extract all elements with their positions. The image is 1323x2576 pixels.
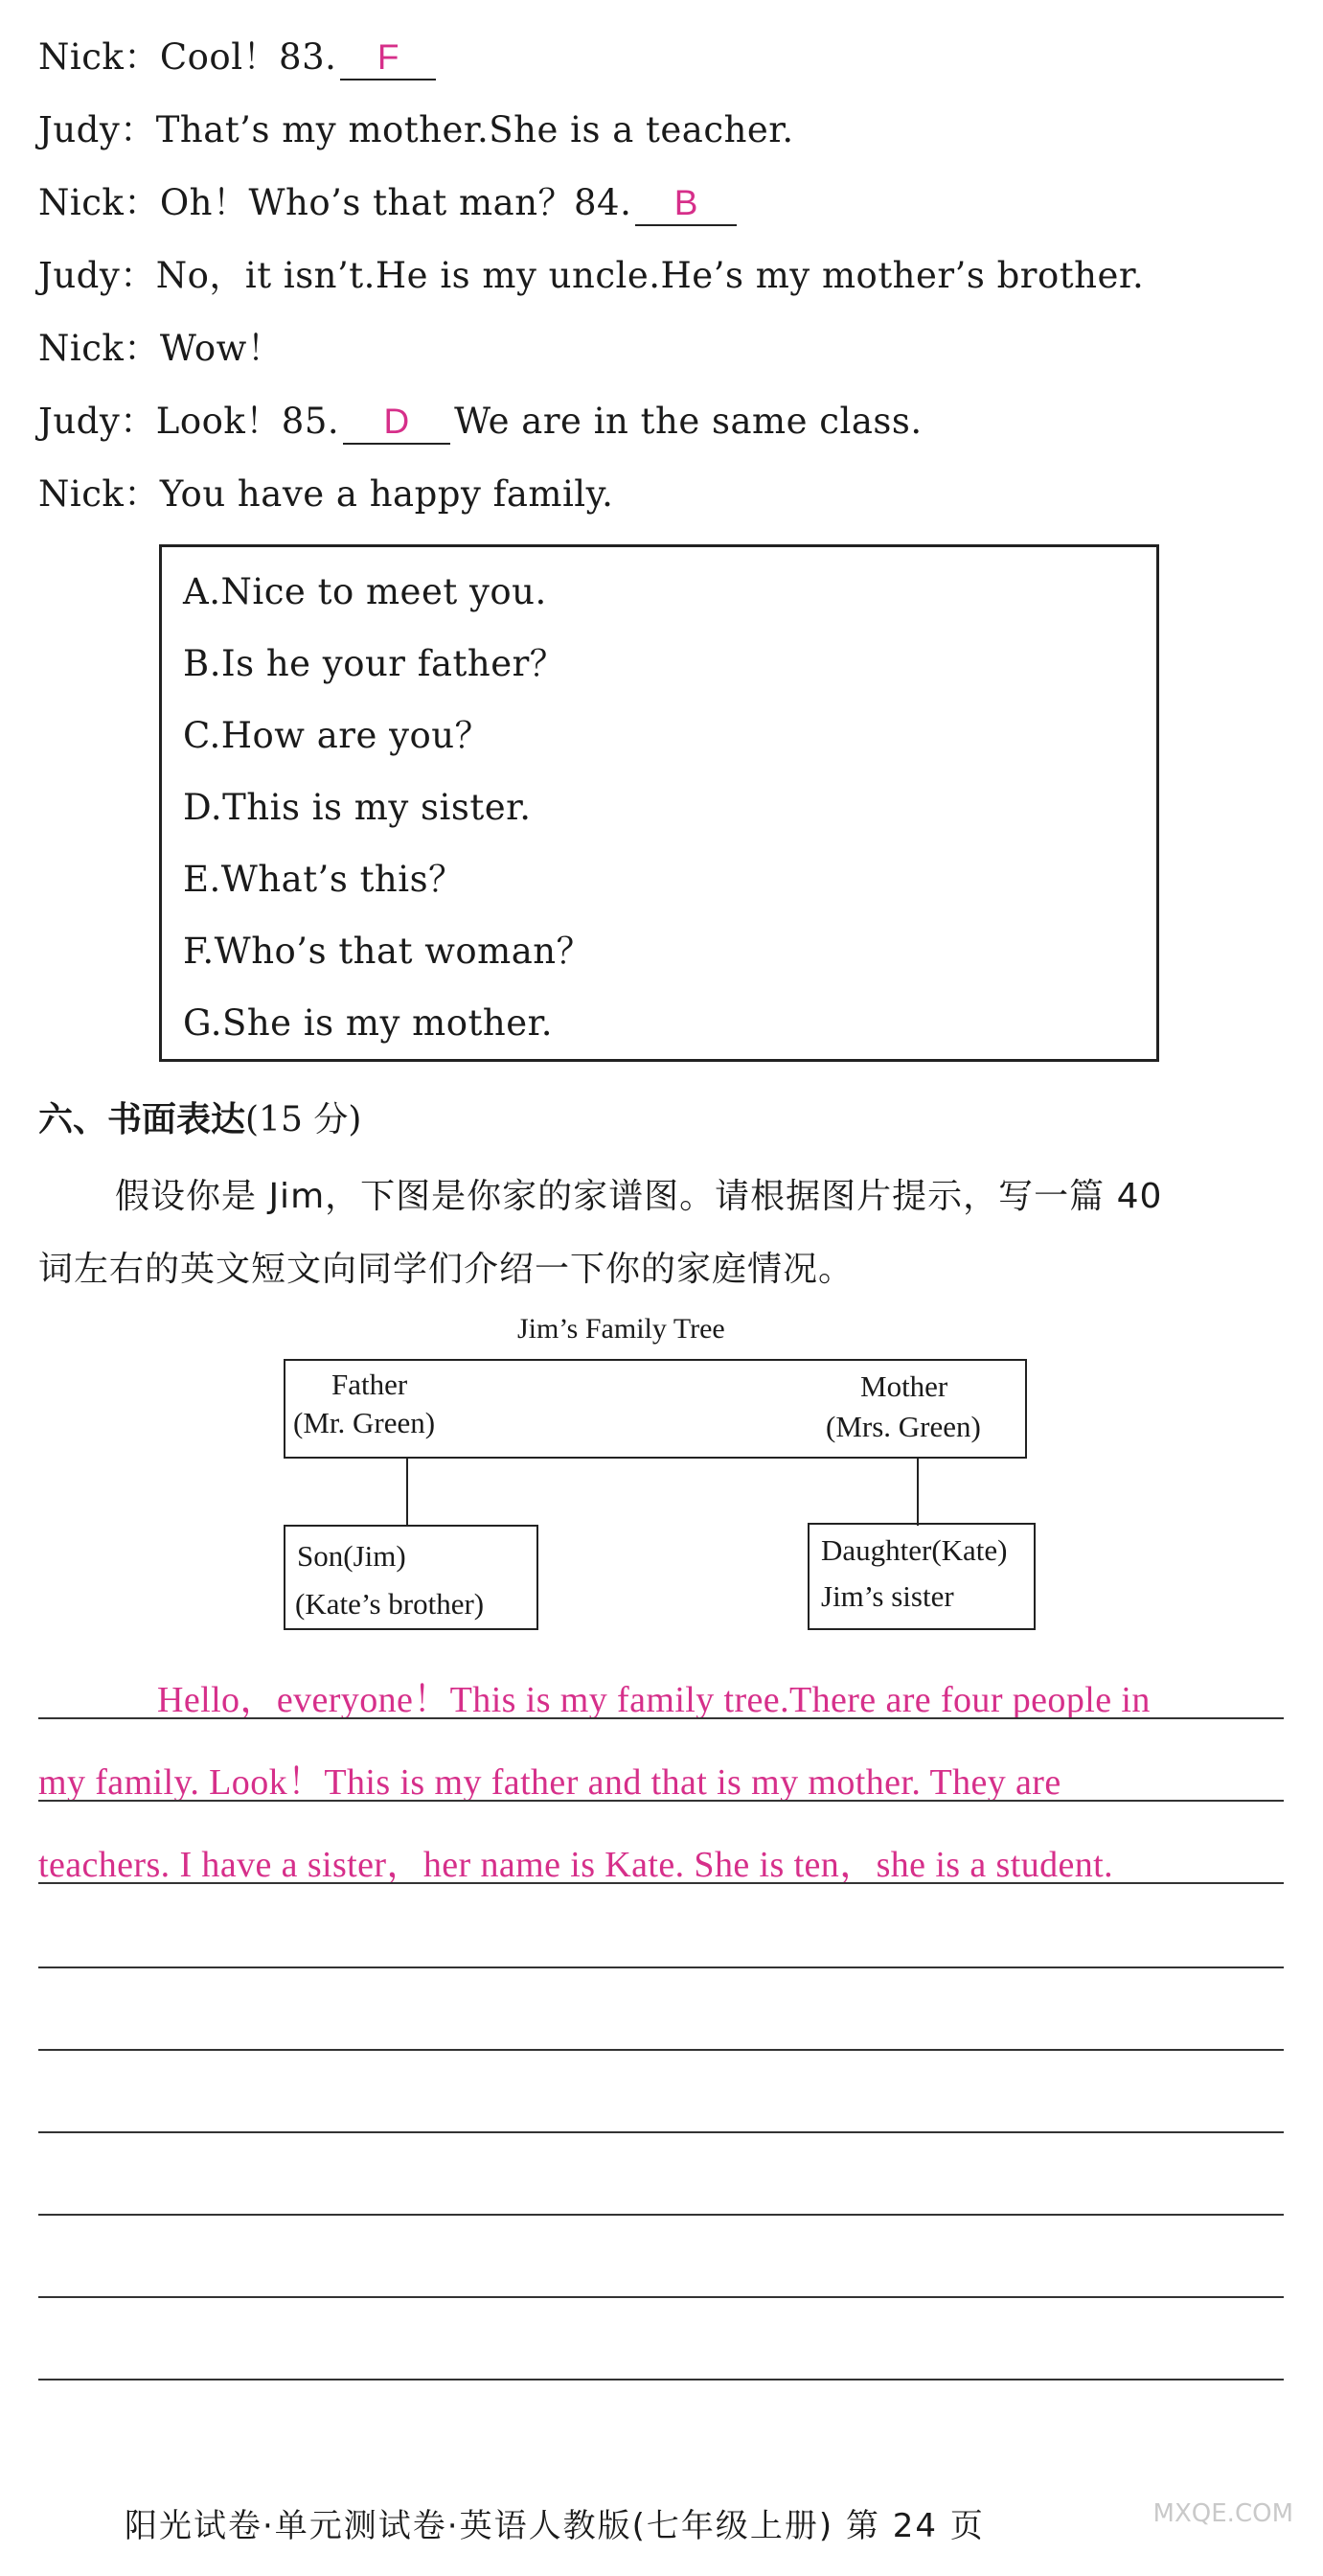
son-note: (Kate’s brother) xyxy=(295,1587,485,1621)
son-box xyxy=(284,1525,538,1630)
father-name: (Mr. Green) xyxy=(293,1406,436,1439)
watermark: MXQE.COM xyxy=(1152,2499,1293,2528)
page-footer: 阳光试卷·单元测试卷·英语人教版(七年级上册) 第 24 页 xyxy=(125,2507,985,2545)
essay-line-3: teachers. I have a sister，her name is Kate. She is ten，she is a student. xyxy=(38,1845,1114,1885)
writing-rule xyxy=(38,1882,1284,1884)
writing-rule xyxy=(38,1717,1284,1719)
dialogue-text: We are in the same class. xyxy=(454,401,923,442)
dialogue-line: Nick：Wow！ xyxy=(38,328,284,369)
dialogue-text: Judy：Look！85. xyxy=(38,401,340,442)
answer-blank-84[interactable]: B xyxy=(635,182,737,226)
option-f: F.Who’s that woman？ xyxy=(183,931,593,972)
section-title-text: 六、书面表达 xyxy=(38,1100,246,1139)
writing-rule xyxy=(38,2379,1284,2380)
dialogue-line-85 xyxy=(38,397,923,447)
option-d: D.This is my sister. xyxy=(183,787,532,828)
writing-prompt-line-1: 假设你是 Jim，下图是你家的家谱图。请根据图片提示，写一篇 40 xyxy=(115,1177,1163,1216)
essay-line-2: my family. Look！This is my father and that is my mother. They are xyxy=(38,1762,1061,1803)
mother-name: (Mrs. Green) xyxy=(826,1410,981,1443)
dialogue-line-84 xyxy=(38,178,741,228)
section-points: (15 分) xyxy=(245,1100,362,1139)
tree-connector-daughter xyxy=(917,1459,919,1526)
writing-prompt-line-2: 词左右的英文短文向同学们介绍一下你的家庭情况。 xyxy=(38,1250,855,1289)
family-tree-title: Jim’s Family Tree xyxy=(517,1313,725,1345)
dialogue-text: Nick：Oh！Who’s that man？84. xyxy=(38,182,632,223)
dialogue-line: Judy：That’s my mother.She is a teacher. xyxy=(38,109,794,150)
daughter-label: Daughter(Kate) xyxy=(821,1533,1008,1567)
dialogue-line: Nick：You have a happy family. xyxy=(38,473,614,515)
son-label: Son(Jim) xyxy=(297,1539,406,1573)
option-a: A.Nice to meet you. xyxy=(183,571,547,612)
writing-rule xyxy=(38,2131,1284,2133)
options-box xyxy=(159,544,1159,1062)
writing-rule xyxy=(38,1966,1284,1968)
option-c: C.How are you？ xyxy=(183,715,491,756)
daughter-box xyxy=(808,1523,1036,1630)
section-title xyxy=(38,1092,361,1141)
answer-blank-85[interactable]: D xyxy=(343,401,450,445)
dialogue-line-83 xyxy=(38,33,440,82)
option-g: G.She is my mother. xyxy=(183,1002,554,1044)
answer-blank-83[interactable]: F xyxy=(340,36,436,80)
father-label: Father xyxy=(331,1368,408,1401)
option-e: E.What’s this？ xyxy=(183,859,465,900)
writing-rule xyxy=(38,2214,1284,2216)
tree-connector-son xyxy=(406,1459,408,1526)
dialogue-text: Nick：Cool！83. xyxy=(38,36,337,78)
dialogue-line: Judy：No，it isn’t.He is my uncle.He’s my mother’s brother. xyxy=(38,255,1145,296)
writing-rule xyxy=(38,2049,1284,2051)
mother-label: Mother xyxy=(860,1369,948,1403)
essay-line-1: Hello，everyone！This is my family tree.There are four people in xyxy=(157,1680,1151,1720)
daughter-note: Jim’s sister xyxy=(821,1579,954,1613)
writing-rule xyxy=(38,2296,1284,2298)
parents-box xyxy=(284,1359,1027,1459)
option-b: B.Is he your father？ xyxy=(183,643,566,684)
writing-rule xyxy=(38,1800,1284,1802)
